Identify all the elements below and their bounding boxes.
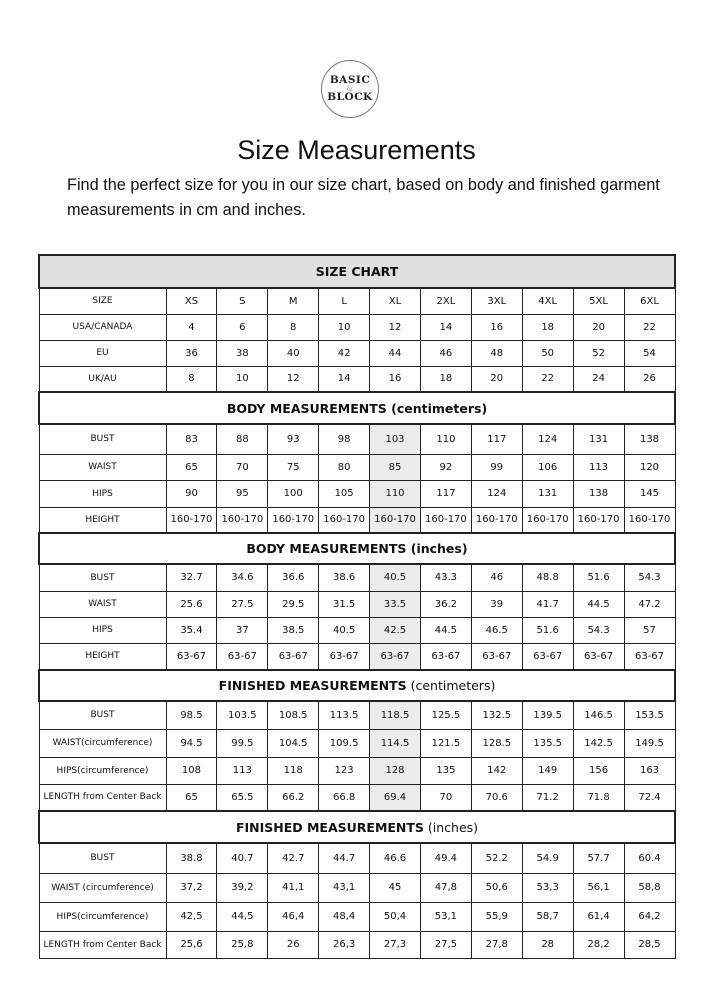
table-cell: 108.5: [268, 701, 319, 729]
table-cell: 63-67: [370, 643, 421, 670]
row-label: SIZE: [39, 288, 166, 314]
table-cell: 10: [319, 314, 370, 340]
table-cell: 45: [370, 873, 421, 902]
table-cell: 40: [268, 340, 319, 366]
table-cell: 42,5: [166, 902, 217, 931]
table-cell: 39,2: [217, 873, 268, 902]
table-cell: 46: [420, 340, 471, 366]
table-cell: 28,2: [573, 931, 624, 958]
table-cell: 10: [217, 366, 268, 392]
table-cell: 160-170: [319, 507, 370, 533]
section-heading-bold: FINISHED MEASUREMENTS: [235, 819, 424, 835]
table-cell: 160-170: [268, 507, 319, 533]
measurement-row: [39, 757, 675, 784]
section-heading-bold: BODY MEASUREMENTS: [246, 541, 407, 556]
table-cell: 46.5: [471, 617, 522, 643]
table-cell: 14: [420, 314, 471, 340]
table-cell: 88: [217, 424, 268, 454]
measurement-row: [39, 729, 675, 757]
table-cell: 160-170: [217, 507, 268, 533]
logo-text-basic: BASIC: [329, 74, 371, 86]
measurement-row: [39, 507, 675, 533]
measurement-row: [39, 873, 675, 902]
row-label: WAIST: [39, 454, 166, 480]
table-cell: 131: [573, 424, 624, 454]
table-cell: 63-67: [319, 643, 370, 670]
table-cell: 139.5: [522, 701, 573, 729]
table-cell: 72.4: [624, 784, 675, 811]
table-cell: 117: [420, 480, 471, 507]
table-cell: 118.5: [370, 701, 421, 729]
section-heading: [39, 533, 675, 564]
table-cell: 160-170: [370, 507, 421, 533]
row-label: BUST: [39, 424, 166, 454]
table-cell: 28: [522, 931, 573, 958]
table-cell: 103: [370, 424, 421, 454]
page-title: Size Measurements: [237, 135, 476, 165]
table-cell: 22: [522, 366, 573, 392]
row-label: USA/CANADA: [39, 314, 166, 340]
measurement-row: [39, 591, 675, 617]
table-cell: 40.5: [319, 617, 370, 643]
table-cell: 50: [522, 340, 573, 366]
table-cell: 54.9: [522, 843, 573, 873]
table-cell: 20: [573, 314, 624, 340]
measurement-row: [39, 701, 675, 729]
table-cell: 38.6: [319, 564, 370, 591]
table-cell: 132.5: [471, 701, 522, 729]
table-cell: 103.5: [217, 701, 268, 729]
table-cell: 108: [166, 757, 217, 784]
table-cell: 47.2: [624, 591, 675, 617]
table-cell: 66.8: [319, 784, 370, 811]
table-cell: 160-170: [420, 507, 471, 533]
measurement-row: [39, 617, 675, 643]
table-cell: 58,8: [624, 873, 675, 902]
table-cell: 20: [471, 366, 522, 392]
table-cell: 160-170: [522, 507, 573, 533]
table-cell: 131: [522, 480, 573, 507]
table-cell: 40.5: [370, 564, 421, 591]
table-cell: 153.5: [624, 701, 675, 729]
table-cell: 28,5: [624, 931, 675, 958]
table-cell: 8: [268, 314, 319, 340]
table-cell: 26: [268, 931, 319, 958]
table-cell: 71.8: [573, 784, 624, 811]
table-cell: 63-67: [166, 643, 217, 670]
table-cell: 145: [624, 480, 675, 507]
table-cell: 14: [319, 366, 370, 392]
table-cell: 38.5: [268, 617, 319, 643]
table-cell: 33.5: [370, 591, 421, 617]
table-cell: 125.5: [420, 701, 471, 729]
table-cell: 63-67: [624, 643, 675, 670]
table-cell: 75: [268, 454, 319, 480]
table-cell: 160-170: [573, 507, 624, 533]
table-cell: 36: [166, 340, 217, 366]
row-label: BUST: [39, 701, 166, 729]
table-cell: 160-170: [471, 507, 522, 533]
table-cell: 106: [522, 454, 573, 480]
table-cell: 22: [624, 314, 675, 340]
table-cell: 6: [217, 314, 268, 340]
table-cell: 53,1: [420, 902, 471, 931]
table-cell: 38.8: [166, 843, 217, 873]
table-cell: 49.4: [420, 843, 471, 873]
table-cell: 34.6: [217, 564, 268, 591]
table-cell: 31.5: [319, 591, 370, 617]
section-heading-unit: (inches): [423, 819, 479, 835]
row-label: LENGTH from Center Back: [39, 931, 166, 958]
table-cell: 85: [370, 454, 421, 480]
table-cell: 8: [166, 366, 217, 392]
table-cell: 37: [217, 617, 268, 643]
table-cell: 65: [166, 784, 217, 811]
table-cell: 113: [217, 757, 268, 784]
table-cell: XL: [370, 288, 421, 314]
table-cell: 63-67: [471, 643, 522, 670]
table-cell: 94.5: [166, 729, 217, 757]
table-cell: 56,1: [573, 873, 624, 902]
table-cell: 12: [268, 366, 319, 392]
chart-title: SIZE CHART: [39, 255, 675, 288]
table-cell: 55,9: [471, 902, 522, 931]
table-cell: 121.5: [420, 729, 471, 757]
table-cell: 113: [573, 454, 624, 480]
table-cell: 35.4: [166, 617, 217, 643]
row-label: BUST: [39, 564, 166, 591]
table-cell: 43.3: [420, 564, 471, 591]
chart-title-row: [39, 255, 675, 288]
table-cell: 135: [420, 757, 471, 784]
table-cell: 63-67: [217, 643, 268, 670]
table-cell: 92: [420, 454, 471, 480]
table-cell: 47,8: [420, 873, 471, 902]
row-label: HEIGHT: [39, 507, 166, 533]
section-heading-bold: FINISHED MEASUREMENTS: [218, 678, 407, 693]
table-cell: 27,5: [420, 931, 471, 958]
table-cell: 44.5: [573, 591, 624, 617]
table-cell: 60.4: [624, 843, 675, 873]
table-cell: 32.7: [166, 564, 217, 591]
table-cell: 42: [319, 340, 370, 366]
table-cell: 42.5: [370, 617, 421, 643]
table-cell: 41.7: [522, 591, 573, 617]
section-heading: [39, 392, 675, 424]
table-cell: 18: [420, 366, 471, 392]
row-label: UK/AU: [39, 366, 166, 392]
table-cell: 110: [370, 480, 421, 507]
table-cell: 26: [624, 366, 675, 392]
section-heading: [39, 670, 675, 701]
measurement-row: [39, 643, 675, 670]
table-cell: 16: [471, 314, 522, 340]
section-heading: [39, 811, 675, 843]
table-cell: 98: [319, 424, 370, 454]
table-cell: 156: [573, 757, 624, 784]
section-heading-row: [39, 533, 675, 564]
table-cell: 163: [624, 757, 675, 784]
measurement-row: [39, 424, 675, 454]
table-cell: 46: [471, 564, 522, 591]
table-cell: 54.3: [573, 617, 624, 643]
table-cell: 149.5: [624, 729, 675, 757]
table-cell: L: [319, 288, 370, 314]
table-cell: 52: [573, 340, 624, 366]
table-cell: 25,6: [166, 931, 217, 958]
table-cell: 29.5: [268, 591, 319, 617]
table-cell: 71.2: [522, 784, 573, 811]
table-cell: 64,2: [624, 902, 675, 931]
table-cell: 51.6: [573, 564, 624, 591]
table-cell: 52.2: [471, 843, 522, 873]
measurement-row: [39, 480, 675, 507]
section-heading-unit: (centimeters): [406, 678, 496, 693]
table-cell: 138: [573, 480, 624, 507]
size-row: [39, 340, 675, 366]
row-label: HIPS(circumference): [39, 757, 166, 784]
table-cell: 12: [370, 314, 421, 340]
row-label: EU: [39, 340, 166, 366]
table-cell: 70: [217, 454, 268, 480]
measurement-row: [39, 784, 675, 811]
table-cell: 100: [268, 480, 319, 507]
table-cell: 2XL: [420, 288, 471, 314]
table-cell: 80: [319, 454, 370, 480]
section-heading-row: [39, 670, 675, 701]
table-cell: 36.6: [268, 564, 319, 591]
table-cell: 39: [471, 591, 522, 617]
table-cell: 135.5: [522, 729, 573, 757]
table-cell: 63-67: [268, 643, 319, 670]
table-cell: 124: [522, 424, 573, 454]
table-cell: 25,8: [217, 931, 268, 958]
table-cell: M: [268, 288, 319, 314]
table-cell: S: [217, 288, 268, 314]
table-cell: 4XL: [522, 288, 573, 314]
table-cell: 118: [268, 757, 319, 784]
table-cell: 120: [624, 454, 675, 480]
table-cell: 138: [624, 424, 675, 454]
table-cell: 50,4: [370, 902, 421, 931]
row-label: WAIST(circumference): [39, 729, 166, 757]
row-label: HIPS(circumference): [39, 902, 166, 931]
measurement-row: [39, 843, 675, 873]
table-cell: 123: [319, 757, 370, 784]
intro-text: Find the perfect size for you in our size chart, based on body and finished garment measurements in cm and inches.: [67, 176, 660, 219]
row-label: BUST: [39, 843, 166, 873]
table-cell: 99.5: [217, 729, 268, 757]
table-cell: 54.3: [624, 564, 675, 591]
table-cell: 63-67: [573, 643, 624, 670]
measurement-row: [39, 564, 675, 591]
table-cell: 48.8: [522, 564, 573, 591]
table-cell: 36.2: [420, 591, 471, 617]
table-cell: 146.5: [573, 701, 624, 729]
size-chart-table: [38, 254, 676, 959]
table-cell: 43,1: [319, 873, 370, 902]
table-cell: 6XL: [624, 288, 675, 314]
table-cell: 54: [624, 340, 675, 366]
table-cell: 44.5: [420, 617, 471, 643]
size-row: [39, 288, 675, 314]
row-label: WAIST: [39, 591, 166, 617]
logo-ampersand: &: [346, 85, 354, 93]
table-cell: 3XL: [471, 288, 522, 314]
table-cell: 104.5: [268, 729, 319, 757]
table-cell: 66.2: [268, 784, 319, 811]
table-cell: 70.6: [471, 784, 522, 811]
row-label: HIPS: [39, 617, 166, 643]
table-cell: 63-67: [522, 643, 573, 670]
row-label: WAIST (circumference): [39, 873, 166, 902]
table-cell: 41,1: [268, 873, 319, 902]
row-label: LENGTH from Center Back: [39, 784, 166, 811]
row-label: HIPS: [39, 480, 166, 507]
table-cell: 114.5: [370, 729, 421, 757]
size-row: [39, 366, 675, 392]
table-cell: 50,6: [471, 873, 522, 902]
table-cell: 61,4: [573, 902, 624, 931]
measurement-row: [39, 902, 675, 931]
table-cell: 99: [471, 454, 522, 480]
table-cell: 4: [166, 314, 217, 340]
table-cell: 83: [166, 424, 217, 454]
table-cell: 69.4: [370, 784, 421, 811]
table-cell: 93: [268, 424, 319, 454]
table-cell: 90: [166, 480, 217, 507]
measurement-row: [39, 931, 675, 958]
table-cell: 27,3: [370, 931, 421, 958]
size-row: [39, 314, 675, 340]
table-cell: 70: [420, 784, 471, 811]
table-cell: 57: [624, 617, 675, 643]
section-heading-bold: BODY MEASUREMENTS: [226, 400, 387, 416]
table-cell: 63-67: [420, 643, 471, 670]
table-cell: 44: [370, 340, 421, 366]
table-cell: 44.7: [319, 843, 370, 873]
table-cell: 46.6: [370, 843, 421, 873]
table-cell: 58,7: [522, 902, 573, 931]
measurement-row: [39, 454, 675, 480]
table-cell: XS: [166, 288, 217, 314]
table-cell: 42.7: [268, 843, 319, 873]
brand-logo: [321, 60, 379, 118]
table-cell: 110: [420, 424, 471, 454]
table-cell: 16: [370, 366, 421, 392]
table-cell: 160-170: [166, 507, 217, 533]
table-cell: 105: [319, 480, 370, 507]
table-cell: 149: [522, 757, 573, 784]
table-cell: 160-170: [624, 507, 675, 533]
section-heading-unit: (centimeters): [386, 400, 488, 416]
table-cell: 57.7: [573, 843, 624, 873]
table-cell: 128: [370, 757, 421, 784]
table-cell: 18: [522, 314, 573, 340]
table-cell: 46,4: [268, 902, 319, 931]
table-cell: 113.5: [319, 701, 370, 729]
table-cell: 24: [573, 366, 624, 392]
table-cell: 117: [471, 424, 522, 454]
row-label: HEIGHT: [39, 643, 166, 670]
table-cell: 40.7: [217, 843, 268, 873]
table-cell: 53,3: [522, 873, 573, 902]
table-cell: 142: [471, 757, 522, 784]
table-cell: 128.5: [471, 729, 522, 757]
table-cell: 142.5: [573, 729, 624, 757]
table-cell: 65.5: [217, 784, 268, 811]
table-cell: 5XL: [573, 288, 624, 314]
table-cell: 65: [166, 454, 217, 480]
table-cell: 38: [217, 340, 268, 366]
table-cell: 124: [471, 480, 522, 507]
section-heading-unit: (inches): [406, 541, 468, 556]
section-heading-row: [39, 811, 675, 843]
table-cell: 27.5: [217, 591, 268, 617]
table-cell: 25.6: [166, 591, 217, 617]
logo-text-block: BLOCK: [327, 91, 373, 103]
table-cell: 95: [217, 480, 268, 507]
table-cell: 98.5: [166, 701, 217, 729]
table-cell: 51.6: [522, 617, 573, 643]
table-cell: 44,5: [217, 902, 268, 931]
table-cell: 109.5: [319, 729, 370, 757]
table-cell: 48: [471, 340, 522, 366]
section-heading-row: [39, 392, 675, 424]
table-cell: 37,2: [166, 873, 217, 902]
table-cell: 48,4: [319, 902, 370, 931]
table-cell: 26,3: [319, 931, 370, 958]
table-cell: 27,8: [471, 931, 522, 958]
